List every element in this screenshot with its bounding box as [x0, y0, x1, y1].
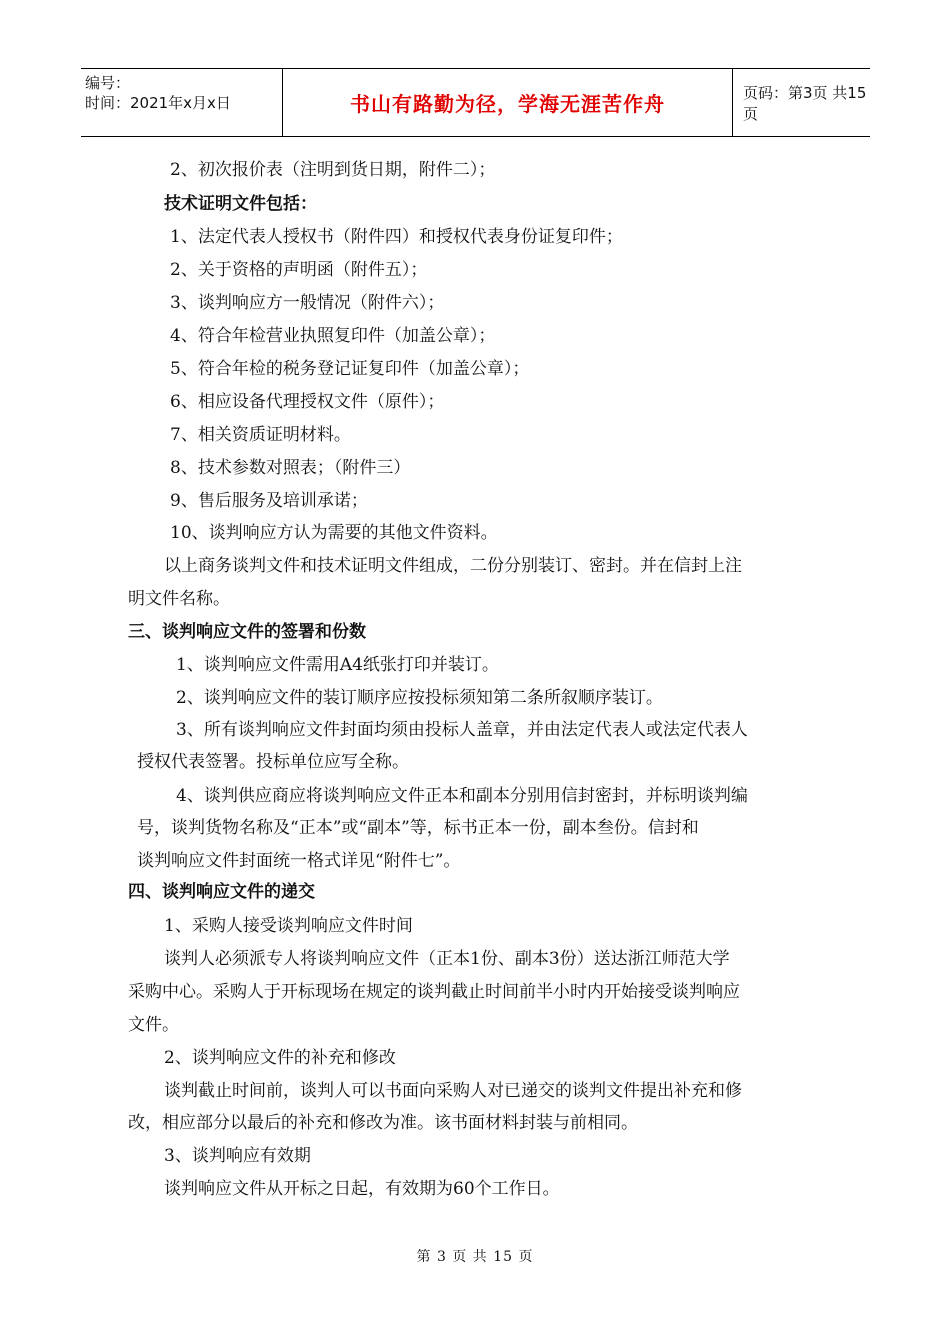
body-line: 5、符合年检的税务登记证复印件（加盖公章）； — [170, 359, 530, 379]
body-line: 10、谈判响应方认为需要的其他文件资料。 — [170, 523, 498, 543]
document-date-label: 时间：2021年x月x日 — [85, 94, 231, 112]
body-line: 谈判响应文件从开标之日起，有效期为60个工作日。 — [164, 1179, 560, 1199]
body-line: 1、法定代表人授权书（附件四）和授权代表身份证复印件； — [170, 227, 623, 247]
body-line: 2、初次报价表（注明到货日期，附件二）； — [170, 160, 496, 180]
body-line: 1、采购人接受谈判响应文件时间 — [164, 916, 413, 936]
body-line: 2、关于资格的声明函（附件五）； — [170, 260, 428, 280]
header-left-cell — [81, 69, 282, 136]
body-line: 改，相应部分以最后的补充和修改为准。该书面材料封装与前相同。 — [128, 1113, 638, 1133]
document-number-label: 编号： — [85, 74, 131, 92]
section-subheading: 技术证明文件包括： — [164, 194, 317, 214]
body-line: 2、谈判响应文件的装订顺序应按投标须知第二条所叙顺序装订。 — [176, 688, 663, 708]
section-heading: 三、谈判响应文件的签署和份数 — [128, 622, 366, 642]
body-line: 3、所有谈判响应文件封面均须由投标人盖章，并由法定代表人或法定代表人 — [176, 720, 748, 740]
body-line: 谈判响应文件封面统一格式详见“附件七”。 — [137, 851, 461, 871]
header-page-number: 页码：第3页 共15页 — [743, 83, 867, 123]
body-line: 2、谈判响应文件的补充和修改 — [164, 1048, 396, 1068]
header-motto: 书山有路勤为径，学海无涯苦作舟 — [282, 69, 733, 136]
body-line: 以上商务谈判文件和技术证明文件组成，二份分别装订、密封。并在信封上注 — [164, 556, 742, 576]
page-footer: 第 3 页 共 15 页 — [416, 1249, 534, 1265]
section-heading: 四、谈判响应文件的递交 — [128, 882, 315, 902]
header-table — [81, 68, 870, 137]
body-line: 授权代表签署。投标单位应写全称。 — [137, 752, 409, 772]
body-line: 6、相应设备代理授权文件（原件）； — [170, 392, 445, 412]
body-line: 采购中心。采购人于开标现场在规定的谈判截止时间前半小时内开始接受谈判响应 — [128, 982, 740, 1002]
body-line: 4、符合年检营业执照复印件（加盖公章）； — [170, 326, 496, 346]
body-line: 7、相关资质证明材料。 — [170, 425, 351, 445]
body-line: 9、售后服务及培训承诺； — [170, 491, 368, 511]
body-line: 号，谈判货物名称及“正本”或“副本”等，标书正本一份，副本叁份。信封和 — [137, 818, 699, 838]
body-line: 3、谈判响应方一般情况（附件六）； — [170, 293, 445, 313]
body-line: 4、谈判供应商应将谈判响应文件正本和副本分别用信封密封，并标明谈判编 — [176, 786, 748, 806]
body-line: 文件。 — [128, 1015, 179, 1035]
body-line: 谈判截止时间前，谈判人可以书面向采购人对已递交的谈判文件提出补充和修 — [164, 1081, 742, 1101]
body-line: 谈判人必须派专人将谈判响应文件（正本1份、副本3份）送达浙江师范大学 — [164, 949, 730, 969]
body-line: 明文件名称。 — [128, 589, 230, 609]
body-line: 3、谈判响应有效期 — [164, 1146, 311, 1166]
body-line: 8、技术参数对照表；（附件三） — [170, 458, 411, 478]
body-line: 1、谈判响应文件需用A4纸张打印并装订。 — [176, 655, 499, 675]
